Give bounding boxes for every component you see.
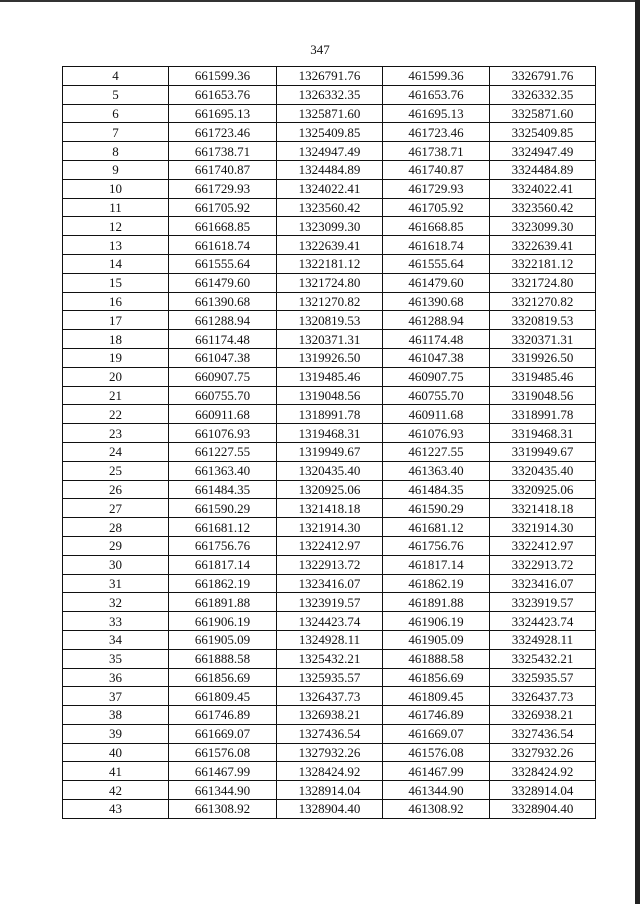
x-coord-cell: 660907.75 <box>169 367 277 386</box>
y-coord-cell: 1323416.07 <box>277 574 383 593</box>
y2-coord-cell: 3326791.76 <box>490 67 596 86</box>
y2-coord-cell: 3321418.18 <box>490 499 596 518</box>
y2-coord-cell: 3320925.06 <box>490 480 596 499</box>
y-coord-cell: 1320435.40 <box>277 461 383 480</box>
y-coord-cell: 1319926.50 <box>277 348 383 367</box>
y2-coord-cell: 3325432.21 <box>490 649 596 668</box>
x2-coord-cell: 461705.92 <box>383 198 490 217</box>
point-index-cell: 12 <box>63 217 169 236</box>
point-index-cell: 21 <box>63 386 169 405</box>
y2-coord-cell: 3324928.11 <box>490 630 596 649</box>
x2-coord-cell: 461862.19 <box>383 574 490 593</box>
point-index-cell: 24 <box>63 442 169 461</box>
y-coord-cell: 1328914.04 <box>277 781 383 800</box>
page-number: 347 <box>310 42 330 57</box>
y-coord-cell: 1321914.30 <box>277 518 383 537</box>
y2-coord-cell: 3322181.12 <box>490 254 596 273</box>
point-index-cell: 22 <box>63 405 169 424</box>
x-coord-cell: 661467.99 <box>169 762 277 781</box>
point-index-cell: 17 <box>63 311 169 330</box>
table-row <box>63 292 596 311</box>
y2-coord-cell: 3323099.30 <box>490 217 596 236</box>
x2-coord-cell: 461668.85 <box>383 217 490 236</box>
table-row <box>63 574 596 593</box>
y2-coord-cell: 3326938.21 <box>490 706 596 725</box>
x-coord-cell: 661856.69 <box>169 668 277 687</box>
y2-coord-cell: 3327932.26 <box>490 743 596 762</box>
y2-coord-cell: 3323560.42 <box>490 198 596 217</box>
x-coord-cell: 661076.93 <box>169 424 277 443</box>
point-index-cell: 6 <box>63 104 169 123</box>
point-index-cell: 18 <box>63 330 169 349</box>
x-coord-cell: 661479.60 <box>169 273 277 292</box>
x-coord-cell: 661599.36 <box>169 67 277 86</box>
x2-coord-cell: 461576.08 <box>383 743 490 762</box>
x-coord-cell: 661227.55 <box>169 442 277 461</box>
x2-coord-cell: 461856.69 <box>383 668 490 687</box>
point-index-cell: 25 <box>63 461 169 480</box>
x-coord-cell: 661729.93 <box>169 179 277 198</box>
table-row <box>63 273 596 292</box>
x2-coord-cell: 460911.68 <box>383 405 490 424</box>
table-row <box>63 499 596 518</box>
x2-coord-cell: 461344.90 <box>383 781 490 800</box>
y-coord-cell: 1326938.21 <box>277 706 383 725</box>
point-index-cell: 9 <box>63 160 169 179</box>
point-index-cell: 42 <box>63 781 169 800</box>
x-coord-cell: 661862.19 <box>169 574 277 593</box>
table-row <box>63 518 596 537</box>
y-coord-cell: 1322181.12 <box>277 254 383 273</box>
y2-coord-cell: 3320371.31 <box>490 330 596 349</box>
table-row <box>63 104 596 123</box>
x2-coord-cell: 461729.93 <box>383 179 490 198</box>
x2-coord-cell: 461174.48 <box>383 330 490 349</box>
point-index-cell: 5 <box>63 85 169 104</box>
point-index-cell: 38 <box>63 706 169 725</box>
x2-coord-cell: 460907.75 <box>383 367 490 386</box>
y-coord-cell: 1325409.85 <box>277 123 383 142</box>
x2-coord-cell: 461047.38 <box>383 348 490 367</box>
table-row <box>63 555 596 574</box>
x2-coord-cell: 461390.68 <box>383 292 490 311</box>
point-index-cell: 20 <box>63 367 169 386</box>
y-coord-cell: 1321270.82 <box>277 292 383 311</box>
x2-coord-cell: 461669.07 <box>383 724 490 743</box>
y2-coord-cell: 3327436.54 <box>490 724 596 743</box>
x-coord-cell: 661809.45 <box>169 687 277 706</box>
x2-coord-cell: 461906.19 <box>383 612 490 631</box>
y-coord-cell: 1320925.06 <box>277 480 383 499</box>
point-index-cell: 39 <box>63 724 169 743</box>
y2-coord-cell: 3318991.78 <box>490 405 596 424</box>
table-row <box>63 687 596 706</box>
point-index-cell: 43 <box>63 800 169 819</box>
y2-coord-cell: 3322639.41 <box>490 236 596 255</box>
y-coord-cell: 1323919.57 <box>277 593 383 612</box>
table-row <box>63 424 596 443</box>
table-row <box>63 630 596 649</box>
point-index-cell: 28 <box>63 518 169 537</box>
y-coord-cell: 1321418.18 <box>277 499 383 518</box>
y2-coord-cell: 3328424.92 <box>490 762 596 781</box>
y2-coord-cell: 3319485.46 <box>490 367 596 386</box>
point-index-cell: 11 <box>63 198 169 217</box>
point-index-cell: 19 <box>63 348 169 367</box>
y2-coord-cell: 3322913.72 <box>490 555 596 574</box>
y-coord-cell: 1319048.56 <box>277 386 383 405</box>
table-row <box>63 217 596 236</box>
y-coord-cell: 1327932.26 <box>277 743 383 762</box>
x-coord-cell: 661905.09 <box>169 630 277 649</box>
y-coord-cell: 1328904.40 <box>277 800 383 819</box>
x2-coord-cell: 461599.36 <box>383 67 490 86</box>
point-index-cell: 29 <box>63 536 169 555</box>
coordinate-table-body <box>63 67 596 819</box>
y-coord-cell: 1328424.92 <box>277 762 383 781</box>
table-row <box>63 198 596 217</box>
table-row <box>63 254 596 273</box>
y-coord-cell: 1324928.11 <box>277 630 383 649</box>
x2-coord-cell: 461756.76 <box>383 536 490 555</box>
y2-coord-cell: 3324484.89 <box>490 160 596 179</box>
x-coord-cell: 660755.70 <box>169 386 277 405</box>
table-row <box>63 405 596 424</box>
y-coord-cell: 1324423.74 <box>277 612 383 631</box>
table-row <box>63 536 596 555</box>
table-row <box>63 442 596 461</box>
table-row <box>63 160 596 179</box>
point-index-cell: 27 <box>63 499 169 518</box>
y-coord-cell: 1325871.60 <box>277 104 383 123</box>
point-index-cell: 31 <box>63 574 169 593</box>
x2-coord-cell: 461484.35 <box>383 480 490 499</box>
table-row <box>63 123 596 142</box>
point-index-cell: 34 <box>63 630 169 649</box>
x2-coord-cell: 461738.71 <box>383 142 490 161</box>
x2-coord-cell: 461746.89 <box>383 706 490 725</box>
table-row <box>63 348 596 367</box>
x-coord-cell: 661308.92 <box>169 800 277 819</box>
y2-coord-cell: 3319468.31 <box>490 424 596 443</box>
y-coord-cell: 1327436.54 <box>277 724 383 743</box>
table-row <box>63 236 596 255</box>
point-index-cell: 16 <box>63 292 169 311</box>
y-coord-cell: 1324947.49 <box>277 142 383 161</box>
y2-coord-cell: 3321270.82 <box>490 292 596 311</box>
x-coord-cell: 661891.88 <box>169 593 277 612</box>
y-coord-cell: 1325432.21 <box>277 649 383 668</box>
x2-coord-cell: 461467.99 <box>383 762 490 781</box>
point-index-cell: 30 <box>63 555 169 574</box>
y2-coord-cell: 3319926.50 <box>490 348 596 367</box>
table-row <box>63 386 596 405</box>
table-row <box>63 67 596 86</box>
x2-coord-cell: 461555.64 <box>383 254 490 273</box>
point-index-cell: 37 <box>63 687 169 706</box>
point-index-cell: 40 <box>63 743 169 762</box>
point-index-cell: 15 <box>63 273 169 292</box>
y2-coord-cell: 3328904.40 <box>490 800 596 819</box>
y-coord-cell: 1324484.89 <box>277 160 383 179</box>
y2-coord-cell: 3321724.80 <box>490 273 596 292</box>
y2-coord-cell: 3321914.30 <box>490 518 596 537</box>
coordinate-table <box>62 66 596 819</box>
table-row <box>63 593 596 612</box>
point-index-cell: 33 <box>63 612 169 631</box>
y-coord-cell: 1318991.78 <box>277 405 383 424</box>
table-row <box>63 311 596 330</box>
y2-coord-cell: 3326437.73 <box>490 687 596 706</box>
x-coord-cell: 661740.87 <box>169 160 277 179</box>
x2-coord-cell: 461227.55 <box>383 442 490 461</box>
point-index-cell: 4 <box>63 67 169 86</box>
y-coord-cell: 1324022.41 <box>277 179 383 198</box>
table-row <box>63 612 596 631</box>
table-row <box>63 800 596 819</box>
y-coord-cell: 1322412.97 <box>277 536 383 555</box>
x-coord-cell: 661618.74 <box>169 236 277 255</box>
x2-coord-cell: 461695.13 <box>383 104 490 123</box>
y-coord-cell: 1325935.57 <box>277 668 383 687</box>
table-row <box>63 330 596 349</box>
y-coord-cell: 1323099.30 <box>277 217 383 236</box>
point-index-cell: 13 <box>63 236 169 255</box>
x-coord-cell: 661363.40 <box>169 461 277 480</box>
y2-coord-cell: 3320819.53 <box>490 311 596 330</box>
y2-coord-cell: 3325871.60 <box>490 104 596 123</box>
point-index-cell: 32 <box>63 593 169 612</box>
table-row <box>63 461 596 480</box>
y2-coord-cell: 3324423.74 <box>490 612 596 631</box>
x-coord-cell: 661723.46 <box>169 123 277 142</box>
point-index-cell: 36 <box>63 668 169 687</box>
x-coord-cell: 661653.76 <box>169 85 277 104</box>
y2-coord-cell: 3319048.56 <box>490 386 596 405</box>
table-row <box>63 85 596 104</box>
point-index-cell: 23 <box>63 424 169 443</box>
x-coord-cell: 661576.08 <box>169 743 277 762</box>
y-coord-cell: 1319485.46 <box>277 367 383 386</box>
x-coord-cell: 661906.19 <box>169 612 277 631</box>
x2-coord-cell: 461888.58 <box>383 649 490 668</box>
y2-coord-cell: 3319949.67 <box>490 442 596 461</box>
y2-coord-cell: 3325409.85 <box>490 123 596 142</box>
x2-coord-cell: 461308.92 <box>383 800 490 819</box>
x2-coord-cell: 461817.14 <box>383 555 490 574</box>
point-index-cell: 26 <box>63 480 169 499</box>
table-row <box>63 668 596 687</box>
table-row <box>63 762 596 781</box>
x-coord-cell: 661888.58 <box>169 649 277 668</box>
x2-coord-cell: 461891.88 <box>383 593 490 612</box>
x-coord-cell: 661555.64 <box>169 254 277 273</box>
table-row <box>63 649 596 668</box>
x-coord-cell: 661344.90 <box>169 781 277 800</box>
x2-coord-cell: 461618.74 <box>383 236 490 255</box>
x-coord-cell: 661705.92 <box>169 198 277 217</box>
point-index-cell: 41 <box>63 762 169 781</box>
point-index-cell: 35 <box>63 649 169 668</box>
y-coord-cell: 1326437.73 <box>277 687 383 706</box>
point-index-cell: 10 <box>63 179 169 198</box>
x2-coord-cell: 461479.60 <box>383 273 490 292</box>
y-coord-cell: 1320371.31 <box>277 330 383 349</box>
y-coord-cell: 1323560.42 <box>277 198 383 217</box>
y-coord-cell: 1326791.76 <box>277 67 383 86</box>
y-coord-cell: 1320819.53 <box>277 311 383 330</box>
x-coord-cell: 661590.29 <box>169 499 277 518</box>
y2-coord-cell: 3322412.97 <box>490 536 596 555</box>
x-coord-cell: 661669.07 <box>169 724 277 743</box>
y2-coord-cell: 3328914.04 <box>490 781 596 800</box>
x-coord-cell: 661746.89 <box>169 706 277 725</box>
x2-coord-cell: 461363.40 <box>383 461 490 480</box>
x-coord-cell: 661174.48 <box>169 330 277 349</box>
y-coord-cell: 1322913.72 <box>277 555 383 574</box>
table-row <box>63 480 596 499</box>
x-coord-cell: 661668.85 <box>169 217 277 236</box>
x2-coord-cell: 461740.87 <box>383 160 490 179</box>
x2-coord-cell: 461723.46 <box>383 123 490 142</box>
y-coord-cell: 1322639.41 <box>277 236 383 255</box>
x2-coord-cell: 460755.70 <box>383 386 490 405</box>
scan-top-edge <box>0 0 640 2</box>
y-coord-cell: 1319468.31 <box>277 424 383 443</box>
x-coord-cell: 661047.38 <box>169 348 277 367</box>
point-index-cell: 14 <box>63 254 169 273</box>
y2-coord-cell: 3325935.57 <box>490 668 596 687</box>
y2-coord-cell: 3323919.57 <box>490 593 596 612</box>
x-coord-cell: 661484.35 <box>169 480 277 499</box>
x2-coord-cell: 461288.94 <box>383 311 490 330</box>
table-row <box>63 706 596 725</box>
x-coord-cell: 661756.76 <box>169 536 277 555</box>
x2-coord-cell: 461653.76 <box>383 85 490 104</box>
y2-coord-cell: 3326332.35 <box>490 85 596 104</box>
scan-right-edge <box>635 0 640 904</box>
x2-coord-cell: 461681.12 <box>383 518 490 537</box>
x2-coord-cell: 461076.93 <box>383 424 490 443</box>
x-coord-cell: 661390.68 <box>169 292 277 311</box>
x-coord-cell: 661681.12 <box>169 518 277 537</box>
table-row <box>63 179 596 198</box>
y2-coord-cell: 3324022.41 <box>490 179 596 198</box>
x-coord-cell: 661817.14 <box>169 555 277 574</box>
y2-coord-cell: 3320435.40 <box>490 461 596 480</box>
y-coord-cell: 1319949.67 <box>277 442 383 461</box>
y-coord-cell: 1326332.35 <box>277 85 383 104</box>
y2-coord-cell: 3323416.07 <box>490 574 596 593</box>
x2-coord-cell: 461905.09 <box>383 630 490 649</box>
table-row <box>63 743 596 762</box>
x-coord-cell: 661738.71 <box>169 142 277 161</box>
table-row <box>63 781 596 800</box>
point-index-cell: 8 <box>63 142 169 161</box>
table-row <box>63 142 596 161</box>
x2-coord-cell: 461809.45 <box>383 687 490 706</box>
table-row <box>63 367 596 386</box>
y-coord-cell: 1321724.80 <box>277 273 383 292</box>
x-coord-cell: 661288.94 <box>169 311 277 330</box>
y2-coord-cell: 3324947.49 <box>490 142 596 161</box>
x-coord-cell: 661695.13 <box>169 104 277 123</box>
x-coord-cell: 660911.68 <box>169 405 277 424</box>
table-row <box>63 724 596 743</box>
x2-coord-cell: 461590.29 <box>383 499 490 518</box>
point-index-cell: 7 <box>63 123 169 142</box>
